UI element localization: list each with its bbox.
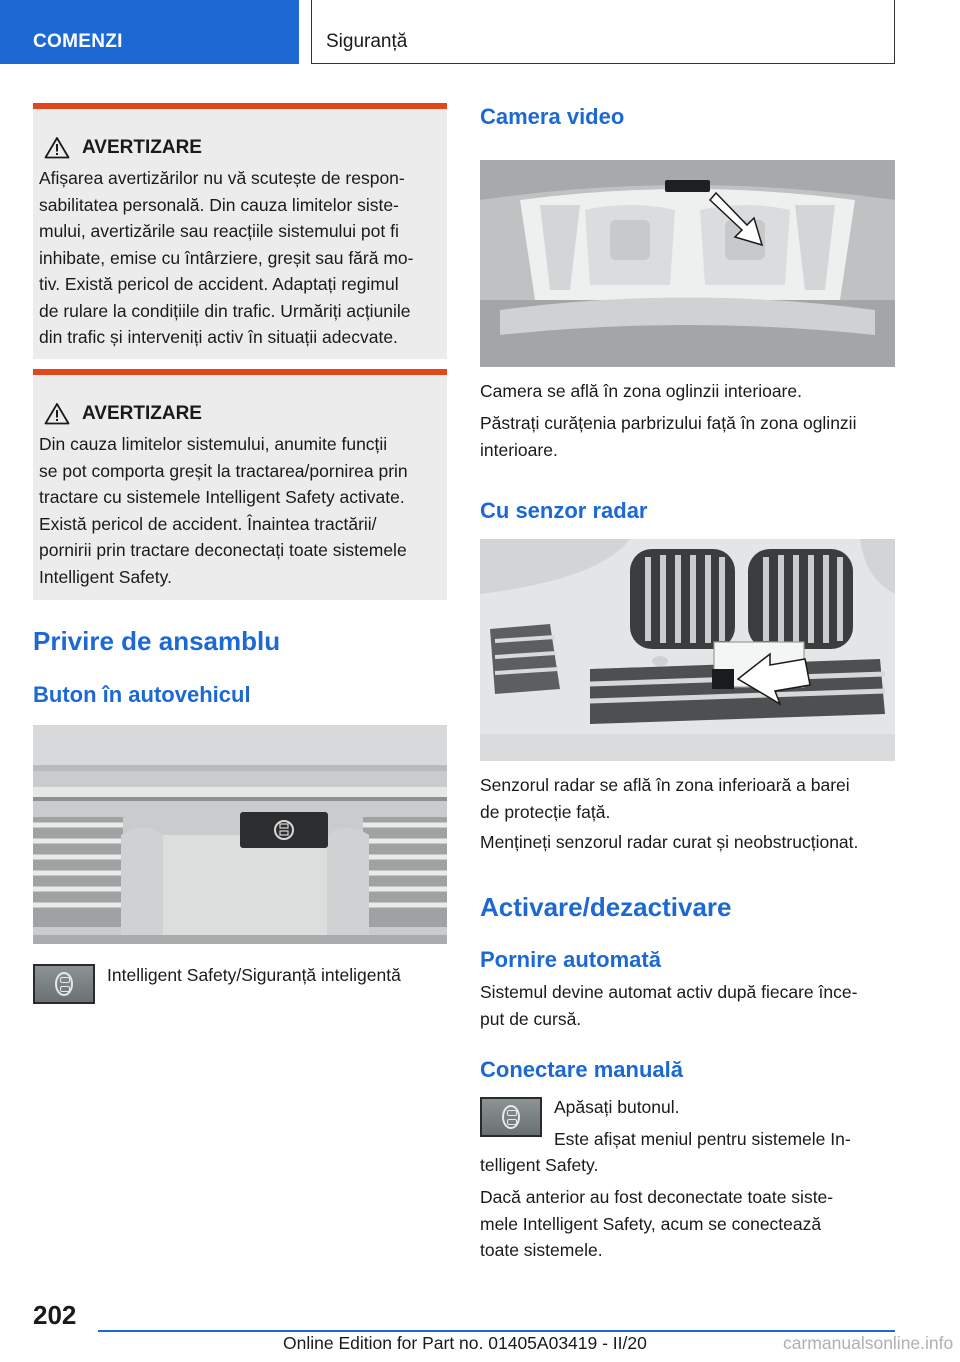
camera-photo (480, 160, 895, 367)
button-caption: Intelligent Safety/Siguranță inteligentă (107, 965, 401, 985)
button-heading: Buton în autovehicul (33, 682, 251, 707)
chapter-title: Siguranță (326, 31, 408, 52)
manual-heading: Conectare manuală (480, 1057, 683, 1082)
intelligent-safety-button-icon (480, 1097, 542, 1137)
section-title: COMENZI (33, 31, 123, 52)
chapter-tab (311, 0, 895, 64)
radar-heading: Cu senzor radar (480, 498, 648, 523)
overview-heading: Privire de ansamblu (33, 626, 281, 656)
activation-heading: Activare/dezactivare (480, 892, 732, 922)
manual-text-2a: Este afișat meniul pentru sistemele In- (554, 1129, 851, 1149)
warning-box-1 (33, 103, 447, 359)
manual-text-2b: telligent Safety. (480, 1155, 599, 1175)
manual-text-1: Apăsați butonul. (554, 1097, 680, 1117)
footer-edition: Online Edition for Part no. 01405A03419 - II/20 (283, 1333, 647, 1353)
dashboard-button-photo (33, 725, 447, 944)
warning-box-2 (33, 369, 447, 600)
camera-heading: Camera video (480, 104, 625, 129)
section-tab (0, 0, 299, 64)
warning-title-2: AVERTIZARE (44, 402, 202, 425)
warning-title-1: AVERTIZARE (44, 136, 202, 159)
warning-triangle-icon (44, 402, 70, 425)
radar-text-1: Senzorul radar se află în zona inferioară a barei de protecție față. (480, 775, 850, 822)
footer-watermark: carmanualsonline.info (783, 1333, 954, 1353)
camera-text-2: Păstrați curățenia parbrizului față în zona oglinzii interioare. (480, 413, 857, 460)
warning-text-2: Din cauza limitelor sistemului, anumite funcții se pot comporta greșit la tractarea/pornirea prin tractare cu sistemele Intelligent Safety activate. Există pericol de accident. Înaintea tractării/ pornirii prin tractare deconectați toate sistemele Intelligent Safety. (39, 434, 408, 587)
radar-text-2: Mențineți senzorul radar curat și neobstrucționat. (480, 832, 859, 852)
camera-text-1: Camera se află în zona oglinzii interioare. (480, 381, 802, 401)
warning-text-1: Afișarea avertizărilor nu vă scutește de respon- sabilitatea personală. Din cauza limitelor siste- mului, avertizările sau reacțiile sistemului pot fi inhibate, emise cu întârziere, greșit sau fără mo- tiv. Există pericol de accident. Adaptați regimul de rulare la condițiile din trafic. Urmăriți acțiunile din trafic și interveniți activ în situații adecvate. (39, 168, 414, 347)
auto-start-text: Sistemul devine automat activ după fiecare înce- put de cursă. (480, 982, 858, 1029)
manual-text-3: Dacă anterior au fost deconectate toate siste- mele Intelligent Safety, acum se conectează toate sistemele. (480, 1187, 834, 1260)
safety-symbol-icon (55, 972, 73, 996)
footer-divider (98, 1330, 895, 1332)
safety-symbol-icon (502, 1105, 520, 1129)
intelligent-safety-button-icon (33, 964, 95, 1004)
auto-start-heading: Pornire automată (480, 947, 661, 972)
page-number: 202 (33, 1300, 77, 1330)
warning-triangle-icon (44, 136, 70, 159)
radar-photo (480, 539, 895, 761)
